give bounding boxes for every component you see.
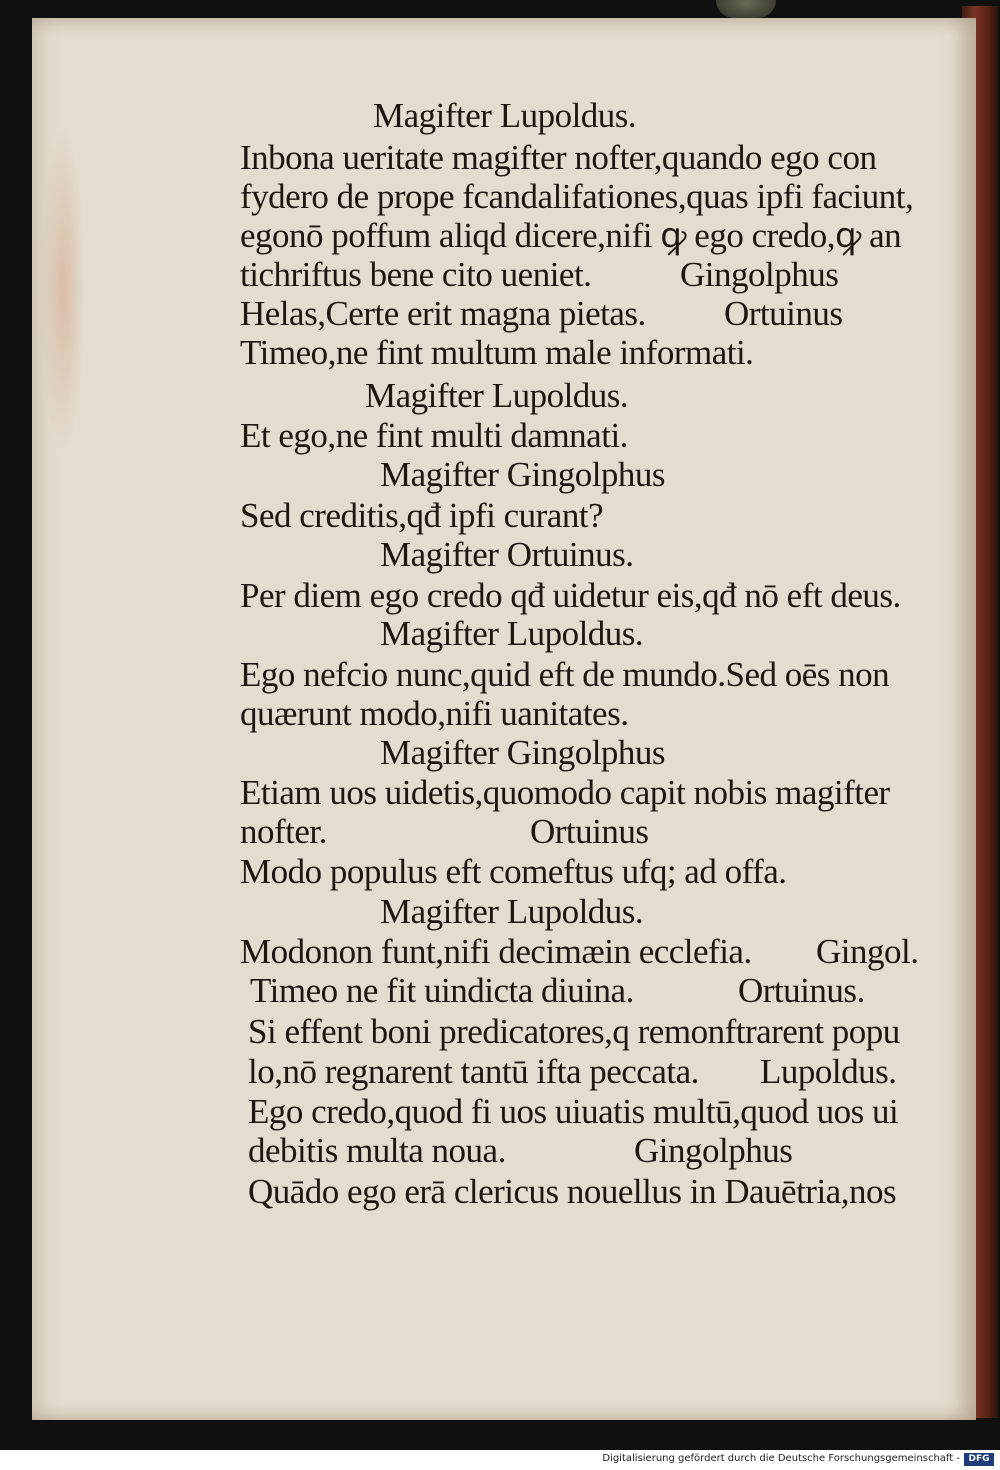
text-line: fydero de prope fcandalifationes,quas ipfi faciunt, xyxy=(240,177,914,216)
text-line xyxy=(248,1131,793,1171)
text-segment: tichriftus bene cito ueniet. xyxy=(240,255,592,294)
text-line xyxy=(248,1052,897,1092)
text-segment: Modonon funt,nifi decimæin ecclefia. xyxy=(240,932,752,971)
footer-credit: Digitalisierung gefördert durch die Deutsche Forschungsgemeinschaft - xyxy=(602,1453,960,1464)
speaker-label: Ortuinus xyxy=(530,812,649,851)
speaker-label: Ortuinus xyxy=(724,294,843,333)
text-line: Per diem ego credo qđ uidetur eis,qđ nō eft deus. xyxy=(240,576,901,615)
speaker-label: Lupoldus. xyxy=(760,1052,897,1091)
text-line: Et ego,ne fint multi damnati. xyxy=(240,416,628,455)
text-line xyxy=(240,255,839,295)
text-line: Modo populus eft comeftus ufq; ad offa. xyxy=(240,852,787,891)
text-segment: lo,nō regnarent tantū ifta peccata. xyxy=(248,1052,699,1091)
speaker-label: Gingolphus xyxy=(634,1131,793,1170)
text-line: quærunt modo,nifi uanitates. xyxy=(240,694,629,733)
heading-line: Magifter Lupoldus. xyxy=(380,892,644,931)
text-segment: Helas,Certe erit magna pietas. xyxy=(240,294,646,333)
text-line xyxy=(240,812,649,852)
text-line xyxy=(240,294,843,334)
heading-line: Magifter Gingolphus xyxy=(380,455,666,494)
text-line: Inbona ueritate magifter nofter,quando ego con xyxy=(240,138,877,177)
text-line: Si effent boni predicatores,q remonftrarent popu xyxy=(248,1012,900,1051)
heading-line: Magifter Ortuinus. xyxy=(380,535,634,574)
text-line: Ego nefcio nunc,quid eft de mundo.Sed oēs non xyxy=(240,655,890,694)
speaker-label: Gingolphus xyxy=(680,255,839,294)
text-line: egonō poffum aliqd dicere,nifi ꝙ ego credo,ꝙ an xyxy=(240,216,902,255)
heading-line: Magifter Gingolphus xyxy=(380,733,666,772)
text-line: Quādo ego erā clericus nouellus in Dauētria,nos xyxy=(248,1172,897,1211)
text-segment: debitis multa noua. xyxy=(248,1131,506,1170)
text-line xyxy=(240,932,919,972)
heading-line: Magifter Lupoldus. xyxy=(365,376,629,415)
speaker-label: Gingol. xyxy=(816,932,919,971)
dfg-logo[interactable]: DFG xyxy=(964,1453,994,1466)
text-line: Ego credo,quod fi uos uiuatis multū,quod uos ui xyxy=(248,1092,899,1131)
text-line: Sed creditis,qđ ipfi curant? xyxy=(240,496,604,535)
speaker-label: Ortuinus. xyxy=(738,971,865,1010)
text-segment: Timeo ne fit uindicta diuina. xyxy=(250,971,634,1010)
text-line xyxy=(250,971,865,1011)
heading-line: Magifter Lupoldus. xyxy=(373,96,637,135)
digitization-footer xyxy=(0,1450,1000,1470)
text-segment: nofter. xyxy=(240,812,327,851)
text-line: Timeo,ne fint multum male informati. xyxy=(240,333,754,372)
heading-line: Magifter Lupoldus. xyxy=(380,614,644,653)
text-line: Etiam uos uidetis,quomodo capit nobis magifter xyxy=(240,773,890,812)
